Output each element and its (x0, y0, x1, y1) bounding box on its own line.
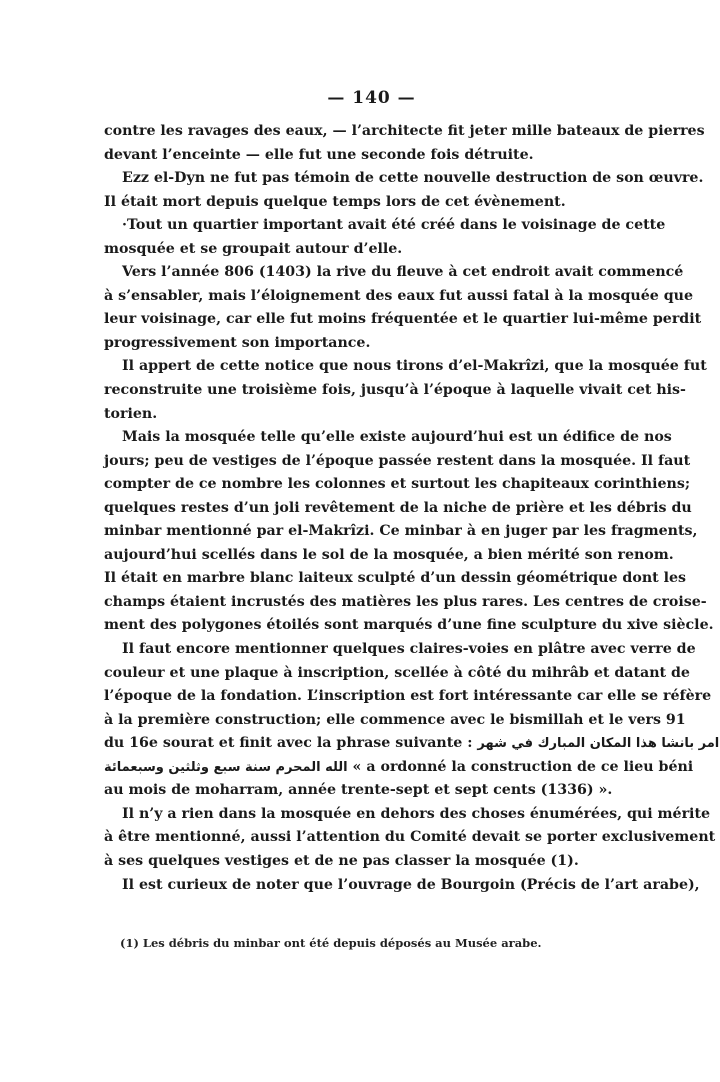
text-line: champs étaient incrustés des matières les plus rares. Les centres de croise- (104, 593, 707, 610)
text-block (104, 88, 720, 897)
text-line: à la première construction; elle commence avec le bismillah et le vers 91 (104, 711, 686, 728)
text-line: torien. (104, 405, 158, 422)
text-line: Il n’y a rien dans la mosquée en dehors des choses énumérées, qui mérite (122, 805, 711, 822)
text-line: jours; peu de vestiges de l’époque passée restent dans la mosquée. Il faut (104, 452, 691, 469)
page-number: — 140 — (327, 88, 416, 108)
text-line: l’époque de la fondation. L’inscription est fort intéressante car elle se réfère (104, 688, 712, 705)
text-line: progressivement son importance. (104, 334, 371, 351)
text-line-arabic-1 (104, 732, 720, 756)
text-line: aujourd’hui scellés dans le sol de la mosquée, a bien mérité son renom. (104, 546, 674, 563)
text-line: couleur et une plaque à inscription, scellée à côté du mihrâb et datant de (104, 664, 690, 681)
text-line: Il est curieux de noter que l’ouvrage de Bourgoin (Précis de l’art arabe), (122, 876, 700, 893)
text-line: à s’ensabler, mais l’éloignement des eaux fut aussi fatal à la mosquée que (104, 287, 693, 304)
text-line: Il appert de cette notice que nous tirons d’el-Makrîzi, que la mosquée fut (122, 358, 707, 375)
text-line: au mois de moharram, année trente-sept et sept cents (1336) ». (104, 782, 613, 799)
text-line: à ses quelques vestiges et de ne pas classer la mosquée (1). (104, 852, 579, 869)
text-line: Il était en marbre blanc laiteux sculpté d’un dessin géométrique dont les (104, 570, 687, 587)
line-prefix: du 16e sourat et finit avec la phrase suivante : (104, 735, 473, 752)
text-line: contre les ravages des eaux, — l’architecte fit jeter mille bateaux de pierres (104, 123, 705, 139)
text-line: Il était mort depuis quelque temps lors de cet évènement. (104, 193, 566, 210)
text-line: compter de ce nombre les colonnes et surtout les chapiteaux corinthiens; (104, 476, 691, 493)
text-line: devant l’enceinte — elle fut une seconde fois détruite. (104, 146, 534, 163)
text-line: à être mentionné, aussi l’attention du Comité devait se porter exclusivement (104, 829, 716, 846)
text-line-arabic-2 (104, 756, 694, 780)
text-line: leur voisinage, car elle fut moins fréquentée et le quartier lui-même perdit (104, 311, 702, 328)
text-line: mosquée et se groupait autour d’elle. (104, 240, 403, 257)
paragraph-lines (104, 779, 716, 897)
arabic-inscription: الله المحرم سنة سبع وثلثين وسبعمائة (104, 759, 348, 775)
text-line: Il faut encore mentionner quelques claires-voies en plâtre avec verre de (122, 641, 696, 658)
text-line: ment des polygones étoilés sont marqués d’une fine sculpture du xive siècle. (104, 617, 714, 634)
paragraph-lines (104, 120, 714, 732)
arabic-inscription: امر بانشا هذا المكان المبارك في شهر (477, 736, 720, 752)
text-line: Ezz el-Dyn ne fut pas témoin de cette nouvelle destruction de son œuvre. (122, 170, 704, 187)
text-line: Mais la mosquée telle qu’elle existe aujourd’hui est un édifice de nos (122, 429, 672, 446)
text-line: ·Tout un quartier important avait été créé dans le voisinage de cette (122, 217, 666, 234)
text-line: Vers l’année 806 (1403) la rive du fleuve à cet endroit avait commencé (122, 264, 684, 281)
text-line: quelques restes d’un joli revêtement de la niche de prière et les débris du (104, 499, 692, 516)
text-line: reconstruite une troisième fois, jusqu’à l’époque à laquelle vivait cet his- (104, 382, 686, 399)
text-line: minbar mentionné par el-Makrîzi. Ce minbar à en juger par les fragments, (104, 523, 698, 540)
footnote: (1) Les débris du minbar ont été depuis déposés au Musée arabe. (120, 936, 542, 950)
line-suffix: « a ordonné la construction de ce lieu béni (352, 758, 694, 775)
